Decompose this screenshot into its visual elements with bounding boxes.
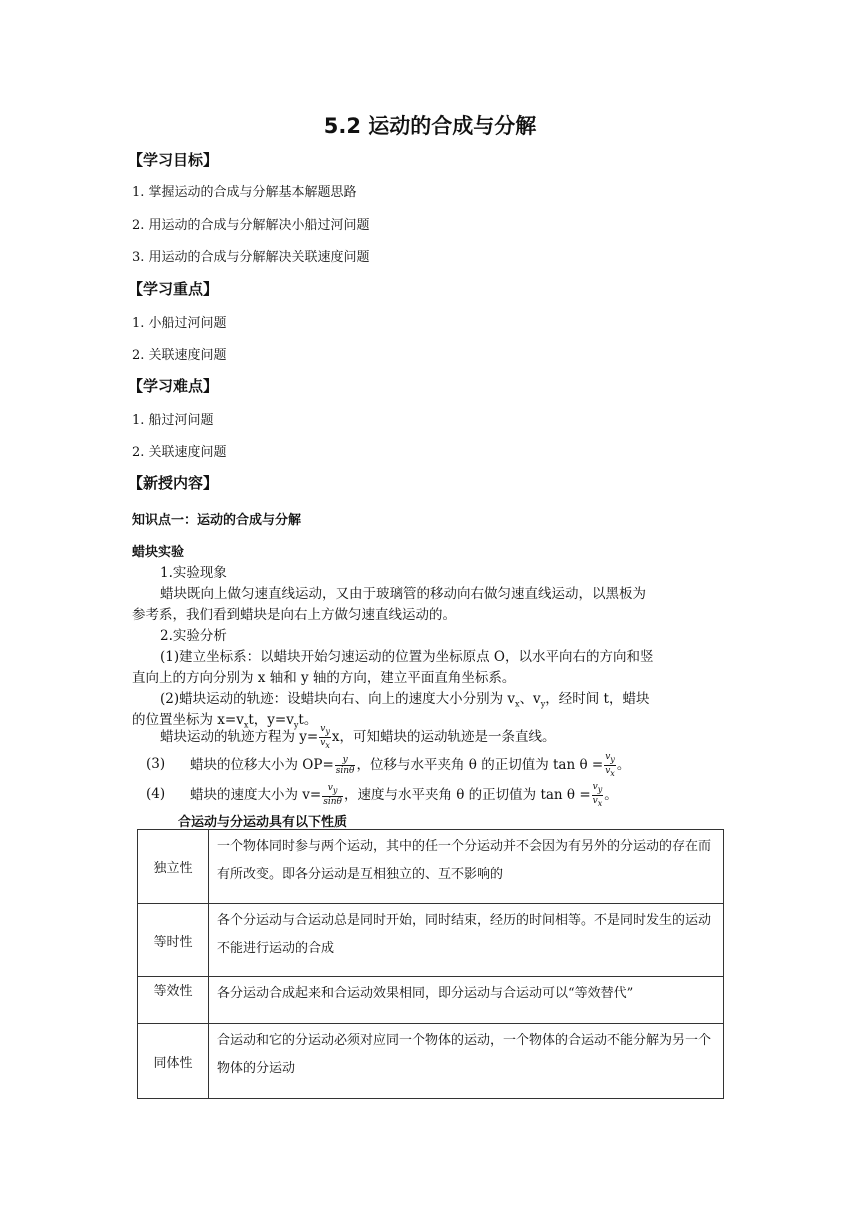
experiment-title: 蜡块实验 <box>132 545 185 560</box>
table-row <box>138 830 724 904</box>
difficulty-item: 2. 关联速度问题 <box>132 445 227 460</box>
paragraph-line: 蜡块既向上做匀速直线运动，又由于玻璃管的移动向右做匀速直线运动，以黑板为 <box>160 586 646 602</box>
table-row <box>138 1024 724 1099</box>
fraction <box>604 752 616 779</box>
trajectory-equation <box>160 724 555 751</box>
property-description: 合运动和它的分运动必须对应同一个物体的运动，一个物体的合运动不能分解为另一个物体的分运动 <box>209 1024 724 1099</box>
fraction <box>335 755 356 776</box>
fraction <box>319 724 331 751</box>
paragraph-line: (1)建立坐标系：以蜡块开始匀速运动的位置为坐标原点 O，以水平向右的方向和竖 <box>160 649 654 665</box>
fraction <box>592 782 604 809</box>
subscript: y <box>610 754 615 764</box>
frac-text: sinθ <box>323 797 342 808</box>
frac-text: v <box>327 783 333 794</box>
paragraph-line: 参考系，我们看到蜡块是向右上方做匀速直线运动的。 <box>132 607 456 623</box>
properties-table <box>137 829 724 1099</box>
difficulties-heading: 【学习难点】 <box>128 377 219 395</box>
subscript: x <box>610 768 615 778</box>
objectives-heading: 【学习目标】 <box>128 151 219 169</box>
subscript: y <box>325 726 330 736</box>
subscript: x <box>515 699 520 709</box>
text: 的位置坐标为 x=v <box>132 712 244 728</box>
property-name: 独立性 <box>138 830 209 904</box>
text: 、v <box>519 691 541 707</box>
text: ，经时间 t，蜡块 <box>545 691 650 707</box>
subscript: x <box>325 740 330 750</box>
subscript: x <box>243 720 249 730</box>
new-content-heading: 【新授内容】 <box>128 474 219 492</box>
frac-text: v <box>605 752 611 762</box>
subscript: y <box>540 699 546 709</box>
page-title: 5.2 运动的合成与分解 <box>323 114 537 138</box>
text: t。 <box>298 712 318 728</box>
property-name: 等效性 <box>138 977 209 1024</box>
text: 。 <box>604 786 618 803</box>
key-points-heading: 【学习重点】 <box>128 280 219 298</box>
fraction <box>322 783 343 807</box>
property-description: 一个物体同时参与两个运动，其中的任一个分运动并不会因为有另外的分运动的存在而有所改变。即各分运动是互相独立的、互不影响的 <box>209 830 724 904</box>
subscript: y <box>332 786 338 796</box>
key-point-item: 1. 小船过河问题 <box>132 316 227 331</box>
item-number: (3) <box>146 756 166 772</box>
frac-text: y <box>335 755 356 766</box>
objective-item: 1. 掌握运动的合成与分解基本解题思路 <box>132 185 357 200</box>
velocity-line <box>190 782 618 809</box>
subscript: x <box>597 798 603 808</box>
objective-item: 3. 用运动的合成与分解解决关联速度问题 <box>132 250 370 265</box>
property-name: 同体性 <box>138 1024 209 1099</box>
text: ，位移与水平夹角 θ 的正切值为 tan θ = <box>356 756 604 773</box>
property-description: 各个分运动与合运动总是同时开始，同时结束，经历的时间相等。不是同时发生的运动不能进行运动的合成 <box>209 904 724 977</box>
displacement-line <box>190 752 630 779</box>
text: 蜡块的位移大小为 OP= <box>190 756 334 773</box>
item-number: (4) <box>146 786 166 802</box>
table-caption: 合运动与分运动具有以下性质 <box>178 815 348 830</box>
paragraph-line: 直向上的方向分别为 x 轴和 y 轴的方向，建立平面直角坐标系。 <box>132 670 516 686</box>
paragraph-line <box>160 687 649 709</box>
frac-text: v <box>592 795 598 806</box>
text: x，可知蜡块的运动轨迹是一条直线。 <box>331 728 556 745</box>
knowledge-point-title: 知识点一：运动的合成与分解 <box>132 513 302 528</box>
frac-text: v <box>592 782 598 792</box>
subscript: y <box>597 784 603 794</box>
text: 。 <box>616 756 631 773</box>
text: (2)蜡块运动的轨迹：设蜡块向右、向上的速度大小分别为 v <box>160 691 516 707</box>
frac-text: v <box>605 765 611 776</box>
key-point-item: 2. 关联速度问题 <box>132 348 227 363</box>
text: t，y=v <box>248 712 294 728</box>
text: 蜡块的速度大小为 v= <box>190 786 322 803</box>
frac-text: v <box>320 737 326 748</box>
objective-item: 2. 用运动的合成与分解解决小船过河问题 <box>132 218 370 233</box>
frac-text: v <box>320 724 326 734</box>
section-1-label: 1.实验现象 <box>160 565 227 581</box>
subscript: y <box>293 720 299 730</box>
frac-text: sinθ <box>335 765 355 776</box>
table-row <box>138 904 724 977</box>
difficulty-item: 1. 船过河问题 <box>132 413 214 428</box>
property-name: 等时性 <box>138 904 209 977</box>
property-description: 各分运动合成起来和合运动效果相同，即分运动与合运动可以“等效替代” <box>209 977 724 1024</box>
section-2-label: 2.实验分析 <box>160 628 227 644</box>
text: 蜡块运动的轨迹方程为 y= <box>160 728 319 745</box>
text: ，速度与水平夹角 θ 的正切值为 tan θ = <box>343 786 591 803</box>
table-row <box>138 977 724 1024</box>
